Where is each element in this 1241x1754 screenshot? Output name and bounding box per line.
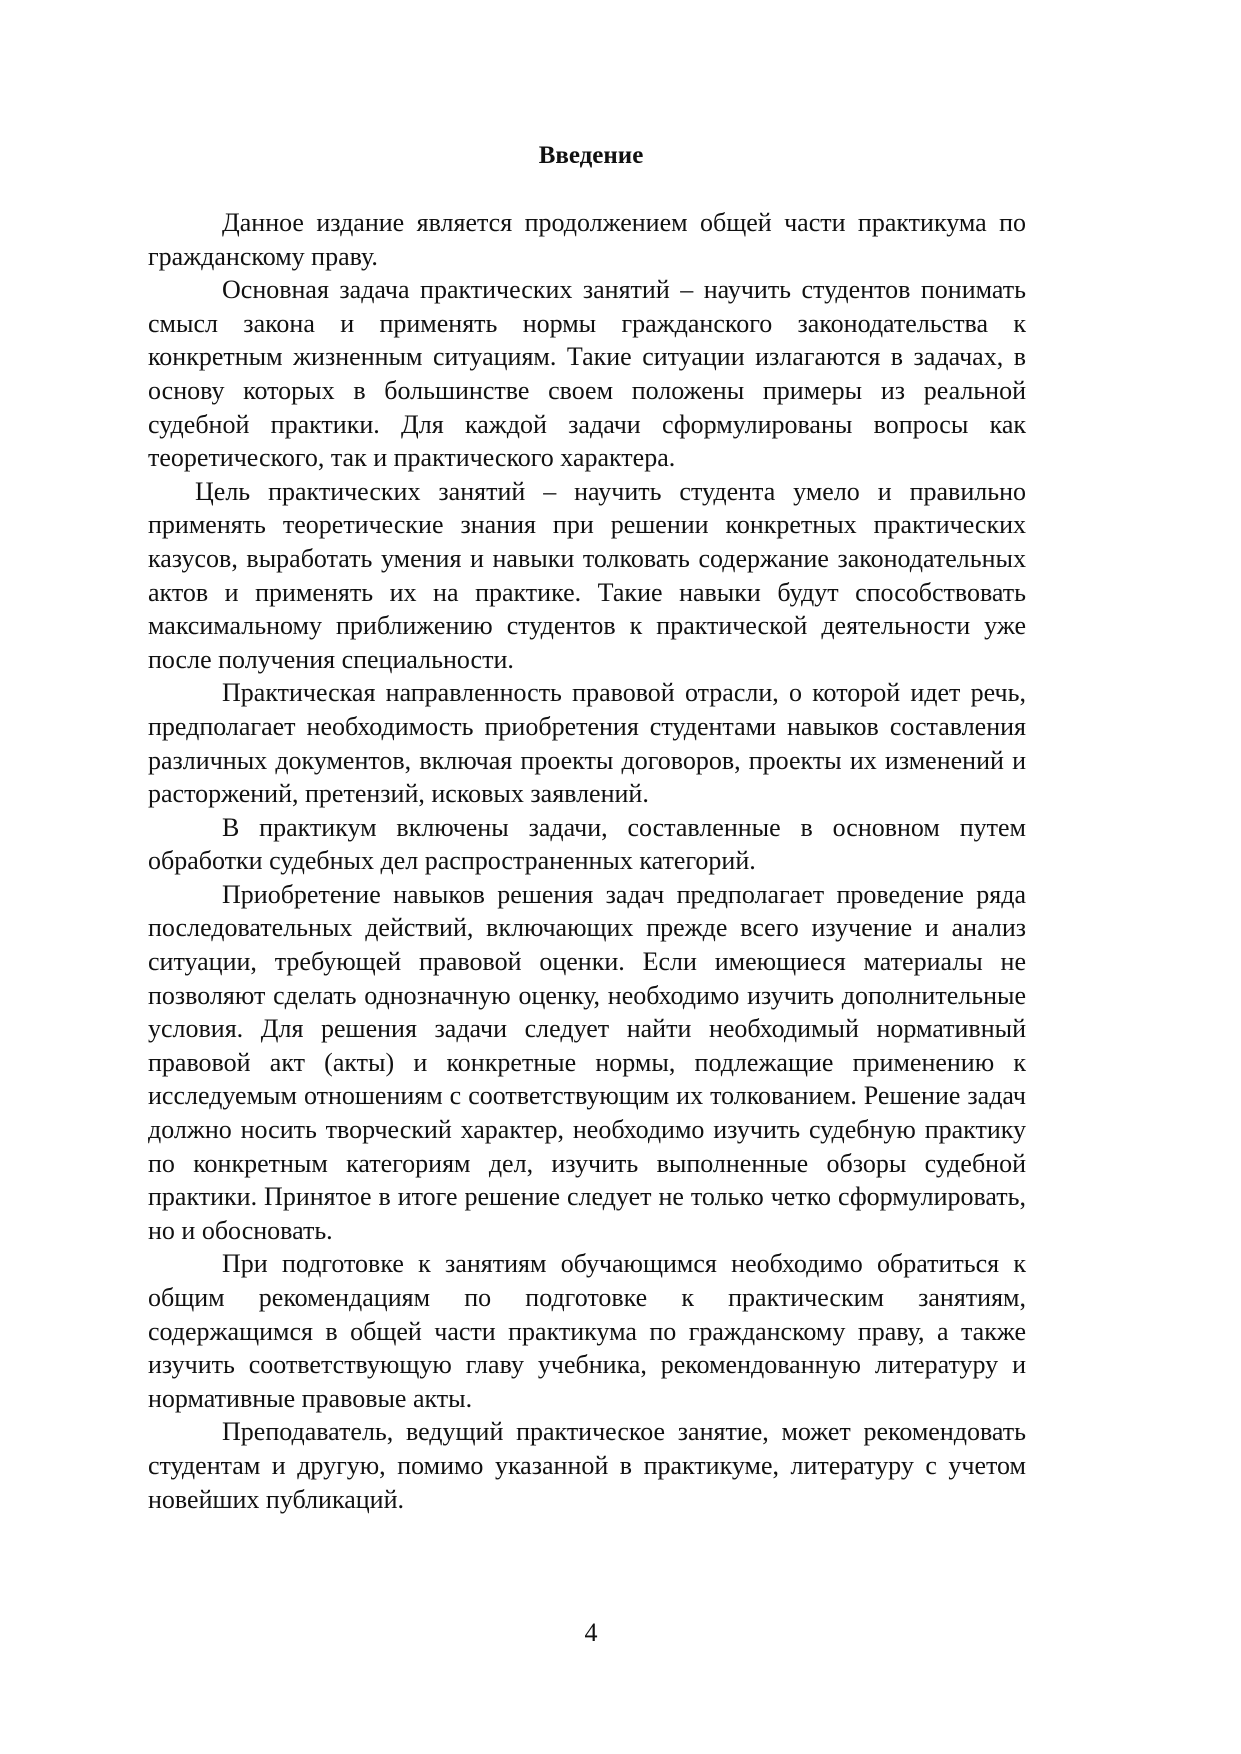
paragraph-practical-focus: Практическая направленность правовой отрасли, о которой идет речь, предполагает необходимость приобретения студентами навыков составления различных документов, включая проекты договоров, проекты их изменений и расторжений, претензий, исковых заявлений. [148, 678, 1026, 809]
body-text [148, 206, 1026, 1516]
page-number: 4 [584, 1618, 598, 1647]
paragraph-teacher: Преподаватель, ведущий практическое занятие, может рекомендовать студентам и другую, помимо указанной в практикуме, литературу с учетом новейших публикаций. [148, 1417, 1026, 1514]
paragraph-goal: Цель практических занятий – научить студента умело и правильно применять теоретические знания при решении конкретных практических казусов, выработать умения и навыки толковать содержание законодательных актов и применять их на практике. Такие навыки будут способствовать максимальному приближению студентов к практической деятельности уже после получения специальности. [148, 476, 1026, 674]
paragraph-tasks-included: В практикум включены задачи, составленные в основном путем обработки судебных дел распространенных категорий. [148, 812, 1026, 876]
paragraph-preparation: При подготовке к занятиям обучающимся необходимо обратиться к общим рекомендациям по подготовке к практическим занятиям, содержащимся в общей части практикума по гражданскому праву, а также изучить соответствующую главу учебника, рекомендованную литературу и нормативные правовые акты. [148, 1249, 1026, 1413]
paragraph-intro: Данное издание является продолжением общей части практикума по гражданскому праву. [148, 208, 1026, 271]
paragraph-main-task: Основная задача практических занятий – научить студентов понимать смысл закона и применять нормы гражданского законодательства к конкретным жизненным ситуациям. Такие ситуации излагаются в задачах, в основу которых в большинстве своем положены примеры из реальной судебной практики. Для каждой задачи сформулированы вопросы как теоретического, так и практического характера. [148, 275, 1026, 473]
paragraph-problem-solving: Приобретение навыков решения задач предполагает проведение ряда последовательных действий, включающих прежде всего изучение и анализ ситуации, требующей правовой оценки. Если имеющиеся материалы не позволяют сделать однозначную оценку, необходимо изучить дополнительные условия. Для решения задачи следует найти необходимый нормативный правовой акт (акты) и конкретные нормы, подлежащие применению к исследуемым отношениям с соответствующим их толкованием. Решение задач должно носить творческий характер, необходимо изучить судебную практику по конкретным категориям дел, изучить выполненные обзоры судебной практики. Принятое в итоге решение следует не только четко сформулировать, но и обосновать. [148, 879, 1026, 1245]
page-title: Введение [538, 142, 644, 169]
